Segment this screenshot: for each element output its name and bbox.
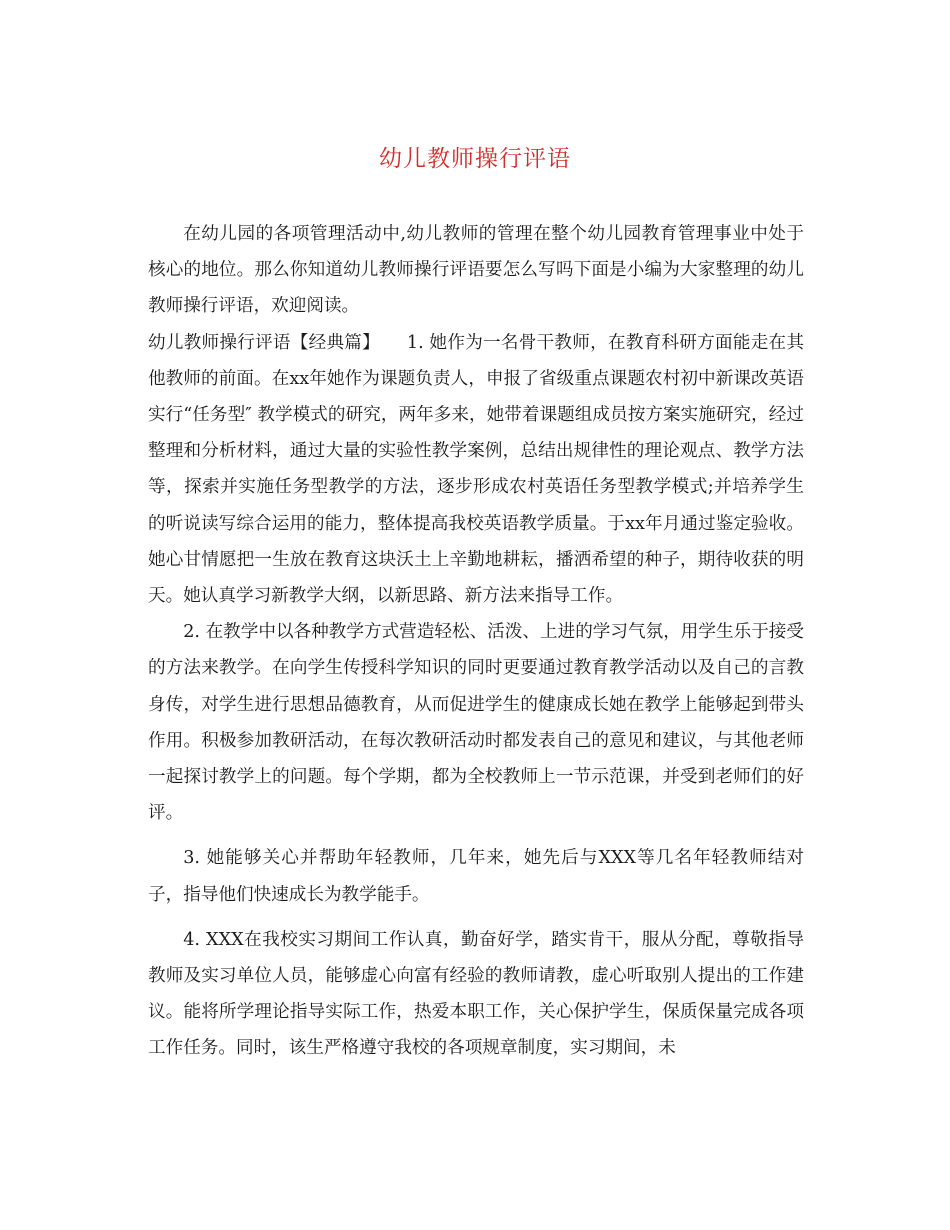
document-title: 幼儿教师操行评语 (379, 146, 571, 172)
document-body (148, 216, 804, 1067)
item-paragraph-4: 4. XXX在我校实习期间工作认真，勤奋好学，踏实肯干，服从分配，尊敬指导教师及实习单位人员，能够虚心向富有经验的教师请教，虚心听取别人提出的工作建议。能将所学理论指导实际工作，热爱本职工作，关心保护学生，保质保量完成各项工作任务。同时，该生严格遵守我校的各项规章制度，实习期间，未 (148, 929, 804, 1059)
item-paragraph-3: 3. 她能够关心并帮助年轻教师，几年来，她先后与XXX等几名年轻教师结对子，指导他们快速成长为教学能手。 (148, 848, 804, 905)
section-paragraph-1: 幼儿教师操行评语【经典篇】 1. 她作为一名骨干教师，在教育科研方面能走在其他教师的前面。在xx年她作为课题负责人，申报了省级重点课题农村初中新课改英语实行“任务型″ 教学模式的研究，两年多来，她带着课题组成员按方案实施研究，经过整理和分析材料，通过大量的实验性教学案例，总结出规律性的理论观点、教学方法等，探索并实施任务型教学的方法，逐步形成农村英语任务型教学模式;并培养学生的听说读写综合运用的能力，整体提高我校英语教学质量。于xx年月通过鉴定验收。她心甘情愿把一生放在教育这块沃土上辛勤地耕耘，播洒希望的种子，期待收获的明天。她认真学习新教学大纲，以新思路、新方法来指导工作。 (148, 332, 804, 607)
item-paragraph-2: 2. 在教学中以各种教学方式营造轻松、活泼、上进的学习气氛，用学生乐于接受的方法来教学。在向学生传授科学知识的同时更要通过教育教学活动以及自己的言教身传，对学生进行思想品德教育，从而促进学生的健康成长她在教学上能够起到带头作用。积极参加教研活动，在每次教研活动时都发表自己的意见和建议，与其他老师一起探讨教学上的问题。每个学期，都为全校教师上一节示范课，并受到老师们的好评。 (148, 622, 804, 824)
intro-paragraph: 在幼儿园的各项管理活动中,幼儿教师的管理在整个幼儿园教育管理事业中处于核心的地位。那么你知道幼儿教师操行评语要怎么写吗下面是小编为大家整理的幼儿教师操行评语，欢迎阅读。 (148, 224, 804, 317)
